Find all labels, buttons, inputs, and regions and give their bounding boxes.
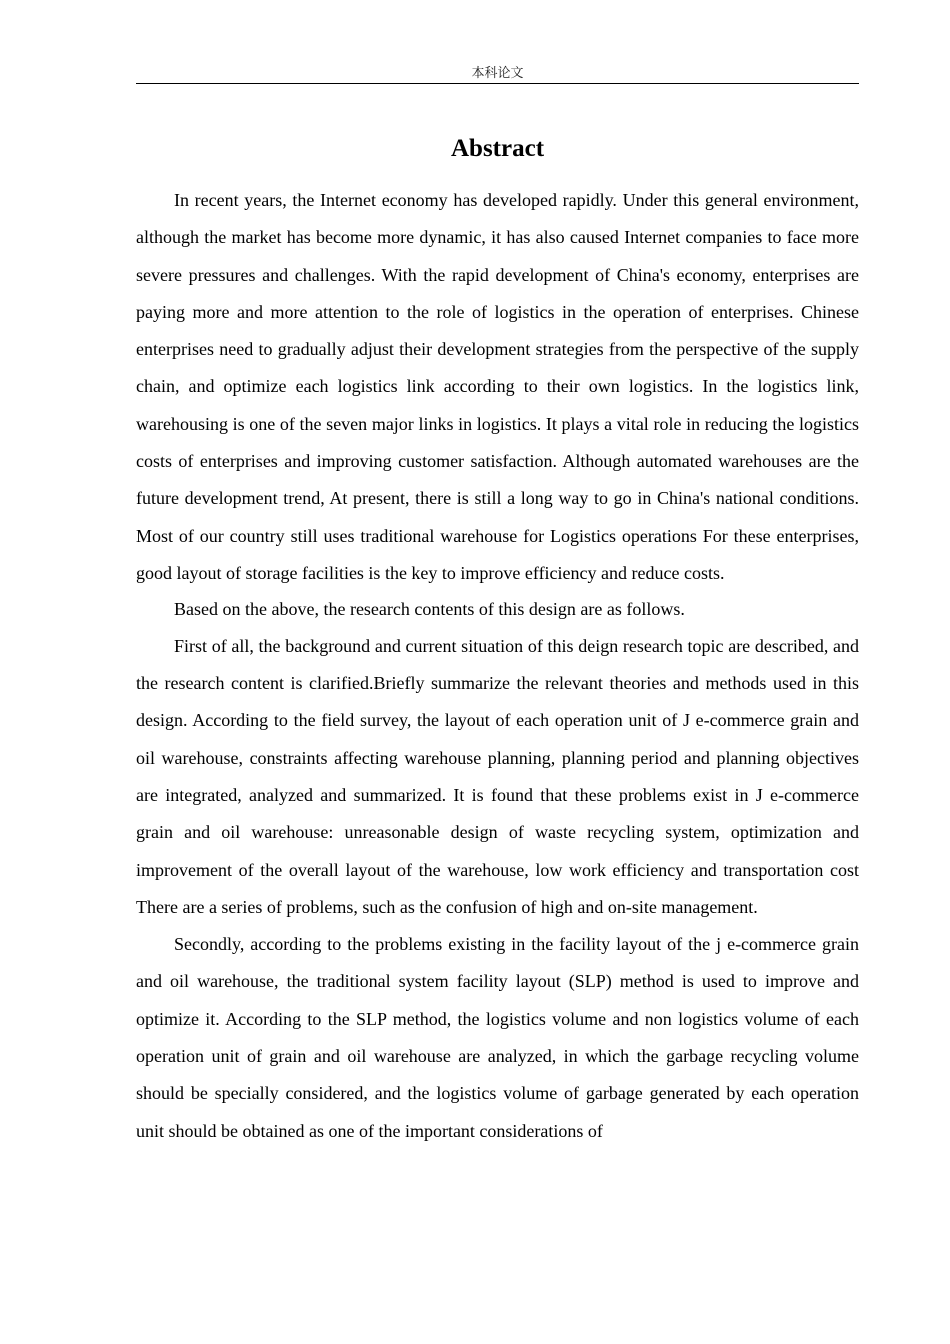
paragraph-second: Secondly, according to the problems existing in the facility layout of the j e-commerce grain and oil warehouse, the traditional system facility layout (SLP) method is used to improve and optimize it. According to the SLP method, the logistics volume and non logistics volume of each operation unit of grain and oil warehouse are analyzed, in which the garbage recycling volume should be specially considered, and the logistics volume of garbage generated by each operation unit should be obtained as one of the important considerations of (136, 934, 859, 1141)
header-rule (136, 83, 859, 84)
running-header: 本科论文 (471, 66, 524, 81)
abstract-body (136, 182, 859, 1150)
paragraph-first: First of all, the background and current situation of this deign research topic are described, and the research content is clarified.Briefly summarize the relevant theories and methods used in this design. According to the field survey, the layout of each operation unit of J e-commerce grain and oil warehouse, constraints affecting warehouse planning, planning period and planning objectives are integrated, analyzed and summarized. It is found that these problems exist in J e-commerce grain and oil warehouse: unreasonable design of waste recycling system, optimization and improvement of the overall layout of the warehouse, low work efficiency and transportation cost There are a series of problems, such as the confusion of high and on-site management. (136, 635, 859, 917)
paragraph-research-contents: Based on the above, the research contents of this design are as follows. (174, 599, 685, 620)
abstract-title: Abstract (450, 135, 545, 162)
paragraph-intro: In recent years, the Internet economy has developed rapidly. Under this general environment, although the market has become more dynamic, it has also caused Internet companies to face more severe pressures and challenges. With the rapid development of China's economy, enterprises are paying more and more attention to the role of logistics in the operation of enterprises. Chinese enterprises need to gradually adjust their development strategies from the perspective of the supply chain, and optimize each logistics link according to their own logistics. In the logistics link, warehousing is one of the seven major links in logistics. It plays a vital role in reducing the logistics costs of enterprises and improving customer satisfaction. Although automated warehouses are the future development trend, At present, there is still a long way to go in China's national conditions. Most of our country still uses traditional warehouse for Logistics operations For these enterprises, good layout of storage facilities is the key to improve efficiency and reduce costs. (136, 190, 859, 583)
